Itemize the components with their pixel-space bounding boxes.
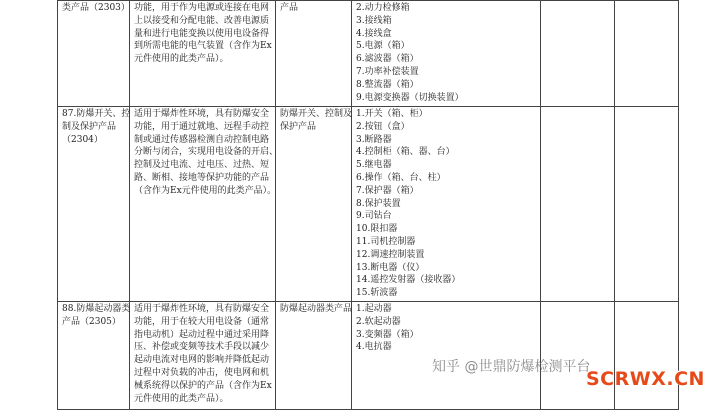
category-cell <box>276 301 352 409</box>
cell-line: 8.保护装置 <box>356 198 401 209</box>
cell-line: 适用于爆炸性环境，具有防爆安全 <box>134 109 270 119</box>
cell-line: 8.整流器（箱） <box>356 79 419 90</box>
cell-line: 88.防爆起动器类 <box>62 303 131 314</box>
cell-line: 4.控制柜（箱、器、台） <box>356 147 455 158</box>
cell-line: 7.保护器（箱） <box>356 185 419 196</box>
watermark-text: 知乎 @世鼎防爆检测平台 <box>432 359 591 375</box>
cell-line: 5.电源（箱） <box>356 41 410 52</box>
cell-line: 指电动机）起动过程中通过采用降 <box>134 329 270 340</box>
cell-line: （含作为Ex元件使用的此类产品）。 <box>134 185 277 196</box>
cell-line: 元件使用的此类产品）。 <box>134 54 229 65</box>
category-cell <box>276 107 352 302</box>
cell-line: 12.调速控制装置 <box>356 249 425 260</box>
cell-line: 制或通过传感器检测自动控制电路 <box>134 134 270 145</box>
cell-line: 过程中对负载的冲击，使电网和机 <box>134 367 270 378</box>
product-name-cell <box>58 1 130 107</box>
cell-line: 保护产品 <box>280 121 317 132</box>
cell-line: 路、断相、接地等保护功能的产品 <box>134 172 270 183</box>
cell-line: 11.司机控制器 <box>356 236 416 247</box>
cell-line: 量和进行电能变换以使用电设备得 <box>134 28 270 39</box>
cell-line: 6.滤波器（箱） <box>356 54 419 65</box>
empty-cell <box>615 107 679 302</box>
description-cell <box>130 107 279 302</box>
cell-line: 2.按钮（盒） <box>356 121 410 132</box>
cell-line: 9.司钻台 <box>356 211 392 222</box>
cell-line: 7.功率补偿装置 <box>356 66 419 77</box>
products-cell <box>352 1 541 107</box>
cell-line: 2.动力检修箱 <box>356 3 410 13</box>
product-catalog-table <box>57 0 679 410</box>
empty-cell <box>541 107 615 302</box>
cell-line: 14.遥控发射器（接收器） <box>356 275 461 286</box>
cell-line: 87.防爆开关、控 <box>62 109 131 119</box>
cell-line: 制及保护产品 <box>62 121 117 132</box>
cell-line: 1.起动器 <box>356 303 392 314</box>
cell-line: 压、补偿或变频等技术手段以减少 <box>134 342 270 353</box>
cell-line: 控制及过电流、过电压、过热、短 <box>134 160 270 171</box>
product-name-cell <box>58 301 130 409</box>
cell-line: 2.软起动器 <box>356 316 401 327</box>
category-cell <box>276 1 352 107</box>
cell-line: 到所需电能的电气装置（含作为Ex <box>134 41 272 52</box>
table-row <box>58 1 679 107</box>
cell-line: 10.限扣器 <box>356 224 398 235</box>
cell-line: 产品（2305） <box>62 316 121 327</box>
cell-line: 适用于爆炸性环境，具有防爆安全 <box>134 303 270 314</box>
table-row <box>58 107 679 302</box>
empty-cell <box>541 1 615 107</box>
cell-line: 功能，用于作为电源或连接在电网 <box>134 3 270 13</box>
product-name-cell <box>58 107 130 302</box>
cell-line: 起动电流对电网的影响并降低起动 <box>134 355 270 366</box>
cell-line: 3.变频器（箱） <box>356 329 419 340</box>
cell-line: 功能，用于在较大用电设备（通常 <box>134 316 270 327</box>
cell-line: 功能，用于通过就地、远程手动控 <box>134 121 270 132</box>
cell-line: 6.操作（箱、台、柱） <box>356 172 446 183</box>
empty-cell <box>615 1 679 107</box>
cell-line: 1.开关（箱、柜） <box>356 109 428 119</box>
cell-line: 4.电抗器 <box>356 342 392 353</box>
cell-line: 13.断电器（仪） <box>356 262 425 273</box>
cell-line: 防爆开关、控制及 <box>280 109 353 119</box>
cell-line: 产品 <box>280 3 299 13</box>
cell-line: 分断与闭合，实现用电设备的开启、 <box>134 147 279 158</box>
description-cell <box>130 301 276 409</box>
empty-cell <box>615 301 679 409</box>
cell-line: 3.接线箱 <box>356 15 392 26</box>
cell-line: 9.电源变换器（切换装置） <box>356 92 464 103</box>
cell-line: 上以接受和分配电能、改善电源质 <box>134 15 270 26</box>
cell-line: 4.接线盒 <box>356 28 392 39</box>
cell-line: 械系统得以保护的产品（含作为Ex <box>134 380 272 391</box>
products-cell <box>352 107 541 302</box>
cell-line: （2304） <box>62 134 103 145</box>
cell-line: 3.断路器 <box>356 134 392 145</box>
description-cell <box>130 1 276 107</box>
cell-line: 防爆起动器类产品 <box>280 303 353 314</box>
cell-line: 5.继电器 <box>356 160 392 171</box>
cell-line: 类产品（2303） <box>62 3 130 13</box>
table-body <box>58 1 679 410</box>
cell-line: 15.斩波器 <box>356 288 398 299</box>
cell-line: 元件使用的此类产品）。 <box>134 393 229 404</box>
site-logo: SCRWX.CN <box>586 368 705 390</box>
